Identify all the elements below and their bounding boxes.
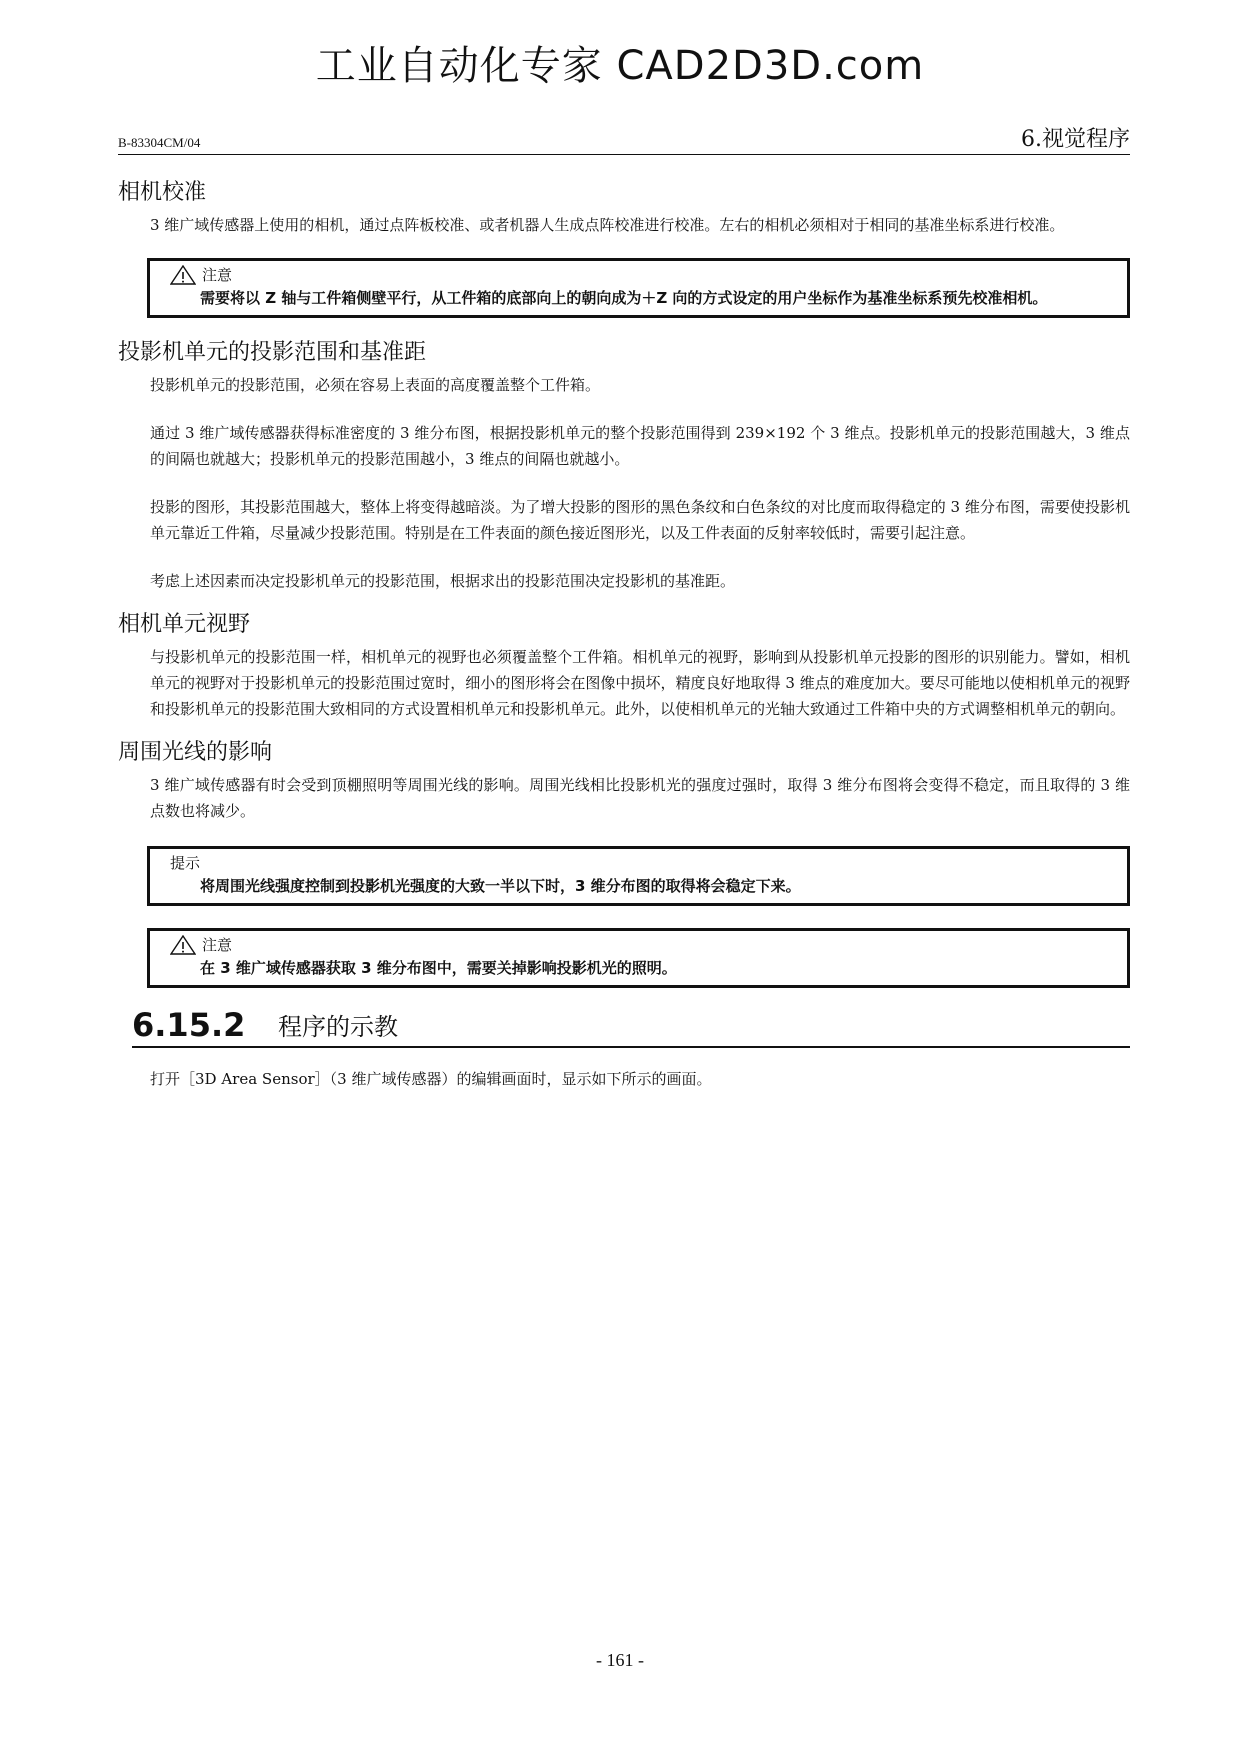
- caution-box-1: [147, 258, 1130, 318]
- paragraph-projection-4: 考虑上述因素而决定投影机单元的投影范围，根据求出的投影范围决定投影机的基准距。: [150, 572, 736, 590]
- caution-box-2: [147, 928, 1130, 988]
- paragraph-projection-1: 投影机单元的投影范围，必须在容易上表面的高度覆盖整个工件箱。: [150, 376, 601, 394]
- subsection-title: 程序的示教: [278, 1013, 398, 1041]
- paragraph-projection-2: 通过 3 维广域传感器获得标准密度的 3 维分布图，根据投影机单元的整个投影范围得到 239×192 个 3 维点。投影机单元的投影范围越大，3 维点的间隔也就越大；投影机单元的投影范围越小，3 维点的间隔也就越小。: [150, 424, 1130, 468]
- watermark-text: 工业自动化专家 CAD2D3D.com: [315, 43, 925, 89]
- section-title-ambient-light: 周围光线的影响: [118, 740, 273, 765]
- paragraph-camera-fov: 与投影机单元的投影范围一样，相机单元的视野也必须覆盖整个工件箱。相机单元的视野，影响到从投影机单元投影的图形的识别能力。譬如，相机单元的视野对于投影机单元的投影范围过宽时，细小的图形将会在图像中损坏，精度良好地取得 3 维点的难度加大。要尽可能地以使相机单元的视野和投影机单元的投影范围大致相同的方式设置相机单元和投影机单元。此外，以使相机单元的光轴大致通过工件箱中央的方式调整相机单元的朝向。: [150, 648, 1130, 718]
- page-header: [118, 122, 1130, 155]
- subsection-heading: [132, 1002, 1130, 1048]
- paragraph-projection-3: 投影的图形，其投影范围越大，整体上将变得越暗淡。为了增大投影的图形的黑色条纹和白色条纹的对比度而取得稳定的 3 维分布图，需要使投影机单元靠近工件箱，尽量减少投影范围。特别是在工件表面的颜色接近图形光，以及工件表面的反射率较低时，需要引起注意。: [150, 498, 1130, 542]
- hint-text: 将周围光线强度控制到投影机光强度的大致一半以下时，3 维分布图的取得将会稳定下来。: [200, 877, 801, 895]
- caution-title: 注意: [202, 266, 233, 284]
- warning-triangle-icon: [170, 265, 196, 285]
- caution-text: 需要将以 Z 轴与工件箱侧壁平行，从工件箱的底部向上的朝向成为＋Z 向的方式设定的用户坐标作为基准坐标系预先校准相机。: [200, 289, 1048, 307]
- paragraph-teaching: 打开［3D Area Sensor］（3 维广域传感器）的编辑画面时，显示如下所示的画面。: [150, 1070, 712, 1088]
- paragraph-ambient-light: 3 维广域传感器有时会受到顶棚照明等周围光线的影响。周围光线相比投影机光的强度过强时，取得 3 维分布图将会变得不稳定，而且取得的 3 维点数也将减少。: [150, 776, 1130, 820]
- caution-text: 在 3 维广域传感器获取 3 维分布图中，需要关掉影响投影机光的照明。: [200, 959, 677, 977]
- section-title-projection-range: 投影机单元的投影范围和基准距: [118, 340, 427, 365]
- page-number: - 161 -: [596, 1650, 644, 1670]
- hint-box: [147, 846, 1130, 906]
- section-title-camera-calibration: 相机校准: [118, 180, 207, 205]
- warning-triangle-icon: [170, 935, 196, 955]
- document-code: B-83304CM/04: [118, 135, 201, 150]
- subsection-number: 6.15.2: [132, 1006, 246, 1044]
- chapter-title: 6.视觉程序: [1021, 127, 1130, 152]
- page-content: [118, 178, 1130, 1092]
- caution-title: 注意: [202, 936, 233, 954]
- hint-title: 提示: [170, 854, 201, 872]
- section-title-camera-fov: 相机单元视野: [118, 612, 251, 637]
- paragraph-camera-calibration: 3 维广域传感器上使用的相机，通过点阵板校准、或者机器人生成点阵校准进行校准。左右的相机必须相对于相同的基准坐标系进行校准。: [150, 216, 1065, 234]
